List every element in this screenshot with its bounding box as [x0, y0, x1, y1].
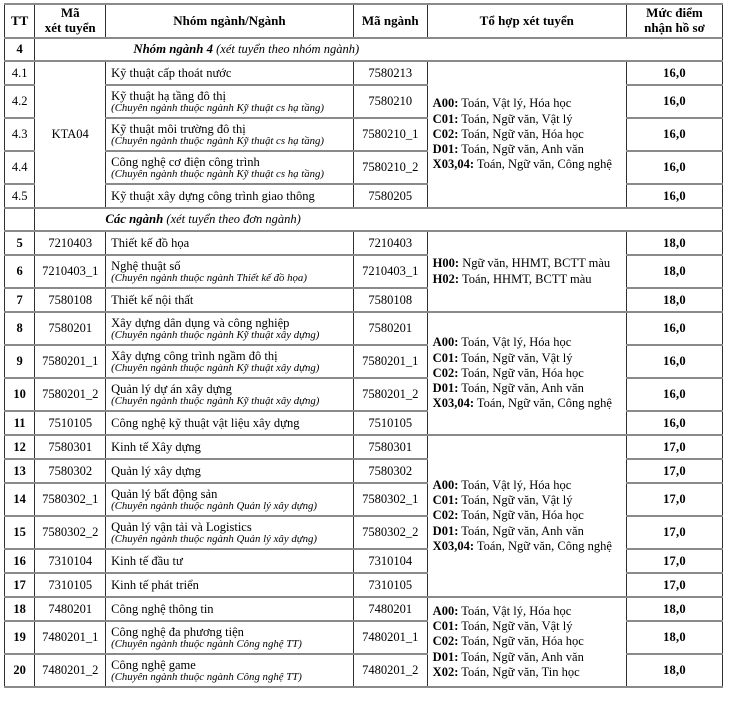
major-code: 7310105	[353, 573, 427, 597]
row-number: 20	[5, 654, 35, 687]
major-note: (Chuyên ngành thuộc ngành Kỹ thuật xây dựng)	[111, 394, 320, 407]
header-muc-diem-line1: Mức điểm	[646, 5, 703, 21]
major-name: Công nghệ kỹ thuật vật liệu xây dựng	[111, 416, 300, 430]
combo-subjects: Toán, Vật lý, Hóa học	[458, 477, 572, 492]
admission-code: 7480201_2	[35, 654, 106, 687]
admission-code: 7480201	[35, 597, 106, 621]
admission-code: 7210403	[35, 231, 106, 255]
combo-cell	[427, 435, 626, 597]
section-row-single	[5, 208, 723, 231]
major-code: 7580210_2	[353, 151, 427, 184]
section-title-cell	[35, 38, 723, 61]
combo-subjects: Toán, Ngữ văn, Vật lý	[458, 350, 573, 365]
major-code: 7480201	[353, 597, 427, 621]
major-note: (Chuyên ngành thuộc ngành Kỹ thuật cs hạ tầng)	[111, 101, 325, 114]
major-code: 7510105	[353, 411, 427, 435]
major-name: Quản lý xây dựng	[111, 464, 201, 478]
score-cell: 16,0	[626, 345, 722, 378]
table-row	[5, 435, 723, 459]
combo-code: C02:	[432, 634, 459, 649]
combo-line	[433, 539, 622, 554]
score-cell: 18,0	[626, 255, 722, 288]
admission-code: 7580302	[35, 459, 106, 483]
combo-line	[433, 157, 622, 172]
combo-code: D01:	[432, 142, 459, 157]
major-name: Thiết kế đồ họa	[111, 236, 190, 250]
header-cell-to-hop: Tổ hợp xét tuyển	[427, 4, 626, 38]
header-cell-nganh: Nhóm ngành/Ngành	[106, 4, 354, 38]
row-number: 19	[5, 621, 35, 654]
admission-code: 7580201_2	[35, 378, 106, 411]
major-code: 7580302_2	[353, 516, 427, 549]
major-code: 7480201_2	[353, 654, 427, 687]
combo-cell	[427, 231, 626, 312]
combo-line	[433, 665, 622, 680]
row-number: 5	[5, 231, 35, 255]
score-cell: 16,0	[626, 312, 722, 345]
major-code: 7480201_1	[353, 621, 427, 654]
major-name: Quản lý bất động sản	[111, 486, 218, 501]
combo-subjects: Toán, Ngữ văn, Anh văn	[458, 142, 584, 157]
score-cell: 16,0	[626, 378, 722, 411]
header-cell-ma-nganh: Mã ngành	[353, 4, 427, 38]
admission-code: 7210403_1	[35, 255, 106, 288]
row-number: 13	[5, 459, 35, 483]
major-cell	[106, 118, 354, 151]
major-code: 7580205	[353, 184, 427, 208]
major-note: (Chuyên ngành thuộc ngành Kỹ thuật cs hạ tầng)	[111, 167, 325, 180]
score-cell: 17,0	[626, 483, 722, 516]
major-cell	[106, 411, 354, 435]
major-code: 7580108	[353, 288, 427, 312]
major-note: (Chuyên ngành thuộc ngành Quản lý xây dựng)	[111, 499, 317, 512]
combo-line	[433, 142, 622, 157]
major-name: Công nghệ đa phương tiện	[111, 624, 244, 639]
row-number: 14	[5, 483, 35, 516]
combo-code: D01:	[432, 649, 459, 664]
major-note: (Chuyên ngành thuộc ngành Kỹ thuật xây dựng)	[111, 361, 320, 374]
combo-code: A00:	[432, 477, 459, 492]
admission-table	[4, 3, 723, 688]
combo-code: C01:	[432, 350, 459, 365]
score-cell: 18,0	[626, 654, 722, 687]
combo-subjects: Toán, Ngữ văn, Anh văn	[458, 523, 584, 538]
table-row	[5, 597, 723, 621]
major-code: 7310104	[353, 549, 427, 573]
major-cell	[106, 61, 354, 85]
combo-cell	[427, 312, 626, 435]
major-note: (Chuyên ngành thuộc ngành Công nghệ TT)	[111, 637, 302, 650]
major-name: Kỹ thuật cấp thoát nước	[111, 66, 232, 80]
major-cell	[106, 435, 354, 459]
major-name: Công nghệ game	[111, 657, 196, 672]
major-cell	[106, 654, 354, 687]
major-code: 7580302_1	[353, 483, 427, 516]
combo-subjects: Toán, Vật lý, Hóa học	[458, 603, 572, 618]
combo-subjects: Toán, Ngữ văn, Anh văn	[458, 381, 584, 396]
combo-subjects: Toán, Ngữ văn, Công nghệ	[474, 157, 612, 172]
major-cell	[106, 597, 354, 621]
major-note: (Chuyên ngành thuộc ngành Quản lý xây dựng)	[111, 532, 317, 545]
row-number: 16	[5, 549, 35, 573]
admission-code: 7510105	[35, 411, 106, 435]
section-number	[5, 208, 35, 231]
combo-code: C02:	[432, 365, 459, 380]
header-cell-ma-xet-tuyen	[35, 4, 106, 38]
combo-line	[433, 335, 622, 350]
major-note: (Chuyên ngành thuộc ngành Kỹ thuật xây dựng)	[111, 328, 320, 341]
major-cell	[106, 231, 354, 255]
major-cell	[106, 483, 354, 516]
combo-code: C01:	[432, 111, 459, 126]
admission-code: 7310105	[35, 573, 106, 597]
major-cell	[106, 288, 354, 312]
major-code: 7580201_1	[353, 345, 427, 378]
score-cell: 18,0	[626, 621, 722, 654]
score-cell: 16,0	[626, 411, 722, 435]
major-name: Quản lý dự án xây dựng	[111, 381, 232, 396]
major-cell	[106, 312, 354, 345]
section-title: Các ngành	[105, 212, 164, 227]
score-cell: 17,0	[626, 549, 722, 573]
major-cell	[106, 516, 354, 549]
header-row	[5, 4, 723, 38]
major-code: 7210403	[353, 231, 427, 255]
score-cell: 17,0	[626, 573, 722, 597]
table-row	[5, 312, 723, 345]
header-ma-xet-tuyen-line1: Mã	[60, 5, 80, 21]
combo-subjects: Toán, Ngữ văn, Tin học	[458, 664, 580, 679]
combo-line	[433, 478, 622, 493]
major-name: Kỹ thuật môi trường đô thị	[111, 121, 246, 136]
admission-code: 7580301	[35, 435, 106, 459]
row-number: 4.3	[5, 118, 35, 151]
major-cell	[106, 85, 354, 118]
row-number: 10	[5, 378, 35, 411]
combo-code: A00:	[432, 96, 459, 111]
row-number: 7	[5, 288, 35, 312]
header-cell-tt: TT	[5, 4, 35, 38]
major-cell	[106, 345, 354, 378]
combo-code: X03,04:	[432, 157, 474, 172]
section-title: Nhóm ngành 4	[133, 42, 213, 57]
combo-code: C02:	[432, 508, 459, 523]
major-name: Thiết kế nội thất	[111, 293, 194, 307]
score-cell: 18,0	[626, 597, 722, 621]
admission-code: 7480201_1	[35, 621, 106, 654]
combo-line	[433, 396, 622, 411]
major-code: 7580302	[353, 459, 427, 483]
combo-code: X03,04:	[432, 538, 474, 553]
combo-subjects: Toán, Ngữ văn, Anh văn	[458, 649, 584, 664]
admission-code: 7580201	[35, 312, 106, 345]
major-cell	[106, 255, 354, 288]
row-number: 4.5	[5, 184, 35, 208]
score-cell: 16,0	[626, 184, 722, 208]
section-number: 4	[5, 38, 35, 61]
admission-code: 7580302_2	[35, 516, 106, 549]
major-name: Công nghệ thông tin	[111, 602, 214, 616]
major-code: 7580210	[353, 85, 427, 118]
major-cell	[106, 549, 354, 573]
major-cell	[106, 459, 354, 483]
score-cell: 18,0	[626, 288, 722, 312]
section-note: (xét tuyển theo đơn ngành)	[163, 212, 301, 227]
combo-line	[433, 112, 622, 127]
combo-code: A00:	[432, 603, 459, 618]
row-number: 4.2	[5, 85, 35, 118]
major-note: (Chuyên ngành thuộc ngành Kỹ thuật cs hạ tầng)	[111, 134, 325, 147]
major-cell	[106, 378, 354, 411]
major-note: (Chuyên ngành thuộc ngành Công nghệ TT)	[111, 670, 302, 683]
combo-subjects: Toán, Ngữ văn, Vật lý	[458, 619, 573, 634]
score-cell: 18,0	[626, 231, 722, 255]
combo-line	[433, 366, 622, 381]
major-name: Quản lý vận tải và Logistics	[111, 519, 252, 534]
combo-subjects: Toán, Ngữ văn, Hóa học	[458, 508, 584, 523]
combo-subjects: Toán, Ngữ văn, Vật lý	[458, 493, 573, 508]
combo-line	[433, 493, 622, 508]
combo-code: C01:	[432, 619, 459, 634]
major-cell	[106, 621, 354, 654]
section-row-group4	[5, 38, 723, 61]
row-number: 18	[5, 597, 35, 621]
major-code: 7210403_1	[353, 255, 427, 288]
score-cell: 17,0	[626, 435, 722, 459]
table-row	[5, 231, 723, 255]
major-cell	[106, 151, 354, 184]
admission-code-group: KTA04	[35, 61, 106, 208]
combo-line	[433, 650, 622, 665]
combo-subjects: Toán, Ngữ văn, Công nghệ	[474, 396, 612, 411]
row-number: 9	[5, 345, 35, 378]
major-name: Kinh tế đầu tư	[111, 554, 183, 568]
major-name: Kỹ thuật xây dựng công trình giao thông	[111, 189, 315, 203]
major-name: Kinh tế Xây dựng	[111, 440, 201, 454]
combo-line	[433, 634, 622, 649]
major-cell	[106, 184, 354, 208]
row-number: 8	[5, 312, 35, 345]
combo-cell	[427, 597, 626, 687]
major-code: 7580301	[353, 435, 427, 459]
combo-subjects: Ngữ văn, HHMT, BCTT màu	[459, 256, 611, 271]
section-note: (xét tuyển theo nhóm ngành)	[212, 42, 360, 57]
combo-subjects: Toán, Ngữ văn, Vật lý	[458, 111, 573, 126]
major-note: (Chuyên ngành thuộc ngành Thiết kế đồ họa)	[111, 271, 307, 284]
major-code: 7580201_2	[353, 378, 427, 411]
combo-code: X02:	[432, 664, 459, 679]
combo-line	[433, 524, 622, 539]
admission-code: 7580302_1	[35, 483, 106, 516]
combo-line	[433, 508, 622, 523]
header-ma-xet-tuyen-line2: xét tuyển	[44, 20, 96, 35]
score-cell: 17,0	[626, 516, 722, 549]
score-cell: 17,0	[626, 459, 722, 483]
header-muc-diem-line2: nhận hồ sơ	[644, 20, 705, 35]
combo-subjects: Toán, Vật lý, Hóa học	[458, 96, 572, 111]
combo-subjects: Toán, Ngữ văn, Hóa học	[458, 126, 584, 141]
combo-code: X03,04:	[432, 396, 474, 411]
major-code: 7580213	[353, 61, 427, 85]
row-number: 4.4	[5, 151, 35, 184]
major-name: Kinh tế phát triển	[111, 578, 199, 592]
table-row	[5, 61, 723, 85]
score-cell: 16,0	[626, 85, 722, 118]
row-number: 11	[5, 411, 35, 435]
combo-code: D01:	[432, 381, 459, 396]
combo-line	[433, 272, 622, 287]
combo-subjects: Toán, Ngữ văn, Hóa học	[458, 365, 584, 380]
header-cell-muc-diem	[626, 4, 722, 38]
combo-line	[433, 604, 622, 619]
combo-subjects: Toán, Ngữ văn, Hóa học	[458, 634, 584, 649]
major-name: Xây dựng dân dụng và công nghiệp	[111, 315, 290, 330]
combo-subjects: Toán, HHMT, BCTT màu	[459, 271, 592, 286]
major-code: 7580201	[353, 312, 427, 345]
combo-code: A00:	[432, 335, 459, 350]
combo-code: D01:	[432, 523, 459, 538]
score-cell: 16,0	[626, 151, 722, 184]
combo-cell	[427, 61, 626, 208]
admission-code: 7310104	[35, 549, 106, 573]
major-name: Nghệ thuật số	[111, 258, 181, 273]
major-code: 7580210_1	[353, 118, 427, 151]
major-cell	[106, 573, 354, 597]
row-number: 17	[5, 573, 35, 597]
score-cell: 16,0	[626, 61, 722, 85]
row-number: 12	[5, 435, 35, 459]
score-cell: 16,0	[626, 118, 722, 151]
major-name: Xây dựng công trình ngầm đô thị	[111, 348, 278, 363]
combo-line	[433, 256, 622, 271]
combo-code: C01:	[432, 493, 459, 508]
combo-line	[433, 96, 622, 111]
combo-line	[433, 127, 622, 142]
combo-line	[433, 381, 622, 396]
major-name: Kỹ thuật hạ tầng đô thị	[111, 88, 227, 103]
row-number: 15	[5, 516, 35, 549]
combo-line	[433, 351, 622, 366]
combo-subjects: Toán, Vật lý, Hóa học	[458, 335, 572, 350]
combo-line	[433, 619, 622, 634]
row-number: 6	[5, 255, 35, 288]
admission-code: 7580108	[35, 288, 106, 312]
major-name: Công nghệ cơ điện công trình	[111, 154, 260, 169]
combo-code: H00:	[432, 256, 460, 271]
combo-subjects: Toán, Ngữ văn, Công nghệ	[474, 538, 612, 553]
section-title-cell	[35, 208, 723, 231]
combo-code: H02:	[432, 271, 460, 286]
row-number: 4.1	[5, 61, 35, 85]
admission-code: 7580201_1	[35, 345, 106, 378]
combo-code: C02:	[432, 126, 459, 141]
